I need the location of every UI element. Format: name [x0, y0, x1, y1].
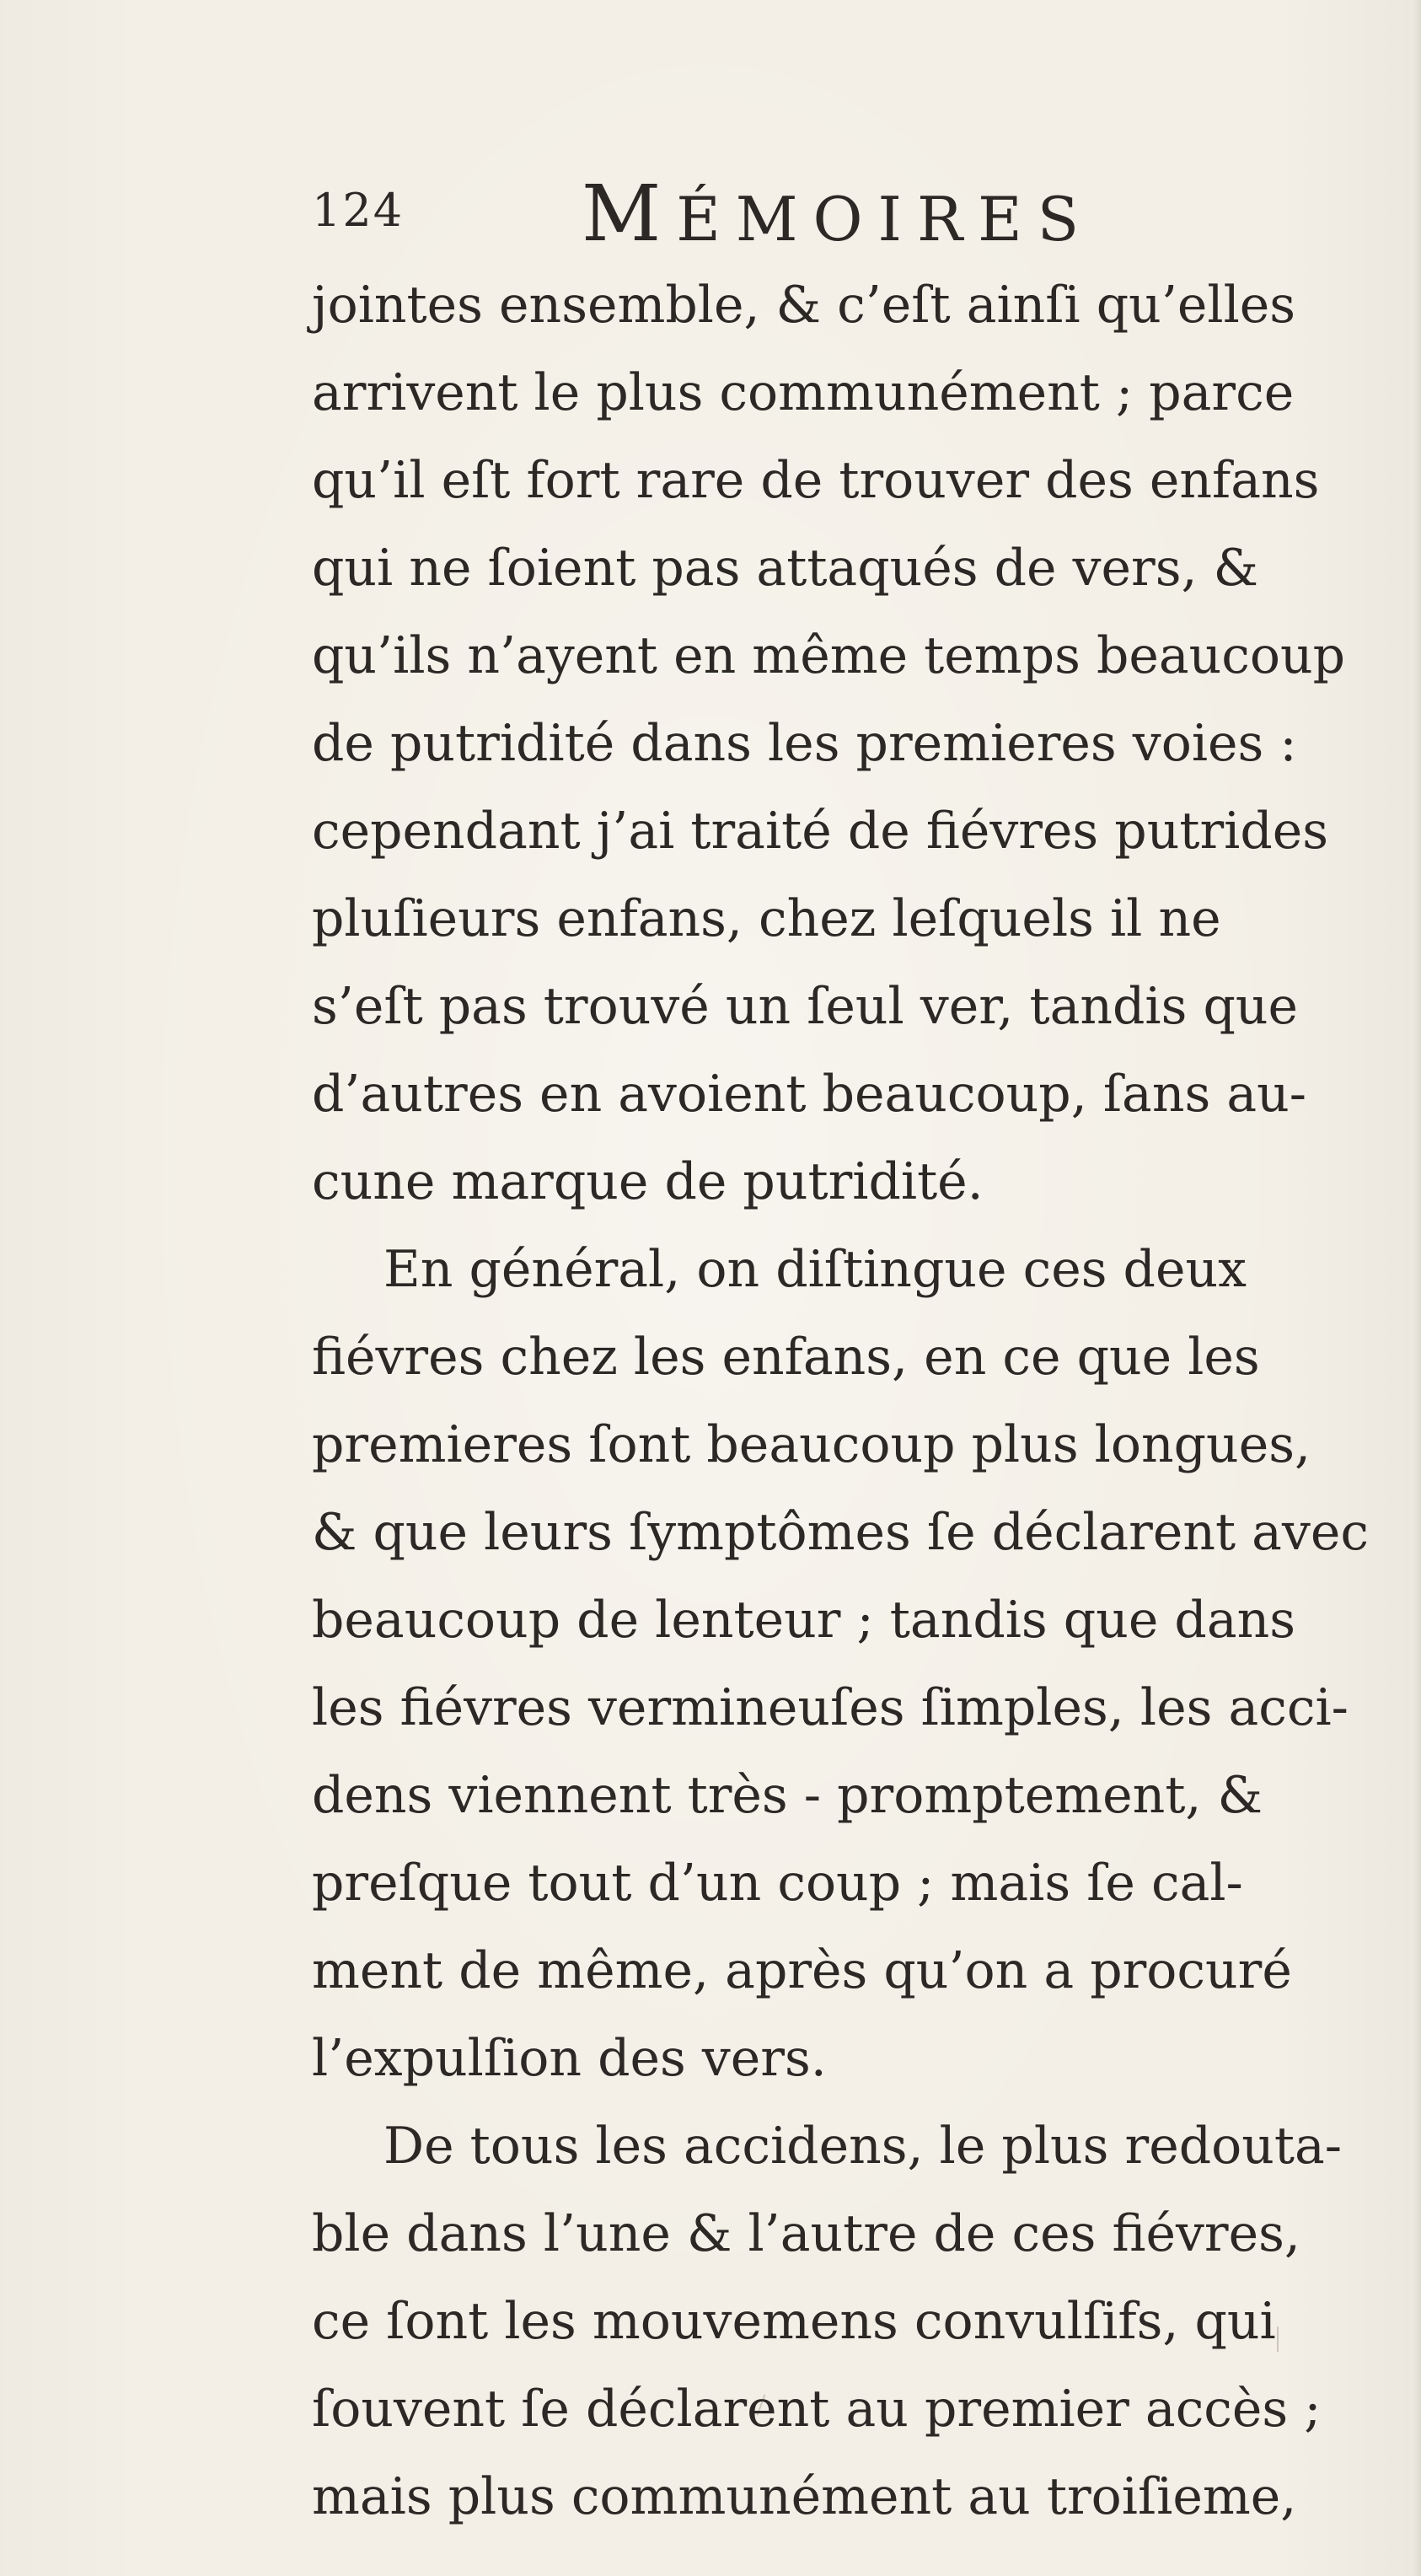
page-header [312, 169, 1121, 259]
text-line: les fiévres vermineuſes ſimples, les acci- [312, 1678, 1349, 1737]
text-line: preſque tout d’un coup ; mais ſe cal- [312, 1854, 1243, 1913]
text-line: ment de même, après qu’on a procuré [312, 1941, 1292, 2000]
paper-speck [1277, 2326, 1279, 2352]
page-number: 124 [312, 184, 405, 237]
text-line: s’eſt pas trouvé un ſeul ver, tandis que [312, 977, 1298, 1036]
text-line: qui ne ſoient pas attaqués de vers, & [312, 539, 1259, 598]
text-line: dens viennent très - promptement, & [312, 1766, 1263, 1825]
text-line: beaucoup de lenteur ; tandis que dans [312, 1591, 1296, 1650]
text-line: qu’il eſt fort rare de trouver des enfans [312, 451, 1320, 510]
text-line: de putridité dans les premieres voies : [312, 714, 1297, 773]
text-line: cune marque de putridité. [312, 1152, 984, 1211]
running-head [582, 169, 1094, 259]
text-line: fiévres chez les enfans, en ce que les [312, 1328, 1260, 1387]
paragraph-first-line: De tous les accidens, le plus redouta- [383, 2117, 1343, 2176]
text-line: d’autres en avoient beaucoup, ſans au- [312, 1065, 1307, 1124]
page-edge-shadow [1413, 0, 1421, 2576]
text-line: jointes ensemble, & c’eſt ainſi qu’elles [312, 276, 1296, 335]
text-line: mais plus communément au troiſieme, [312, 2467, 1297, 2526]
text-line: ble dans l’une & l’autre de ces fiévres, [312, 2204, 1300, 2263]
text-line: premieres ſont beaucoup plus longues, [312, 1415, 1311, 1474]
text-line: ce ſont les mouvemens convulſifs, qui [312, 2292, 1276, 2351]
text-line: l’expulſion des vers. [312, 2029, 827, 2088]
text-line: ſouvent ſe déclarent au premier accès ; [312, 2380, 1322, 2439]
running-head-rest: ÉMOIRES [676, 184, 1095, 255]
text-line: pluſieurs enfans, chez leſquels il ne [312, 889, 1221, 948]
text-line: & que leurs ſymptômes ſe déclarent avec [312, 1503, 1369, 1562]
running-head-initial: M [582, 169, 677, 259]
text-line: arrivent le plus communément ; parce [312, 363, 1295, 422]
text-line: qu’ils n’ayent en même temps beaucoup [312, 626, 1346, 685]
text-line: cependant j’ai traité de fiévres putrides [312, 802, 1329, 861]
body-text [312, 261, 1369, 2541]
paragraph-first-line: En général, on diſtingue ces deux [383, 1240, 1247, 1299]
